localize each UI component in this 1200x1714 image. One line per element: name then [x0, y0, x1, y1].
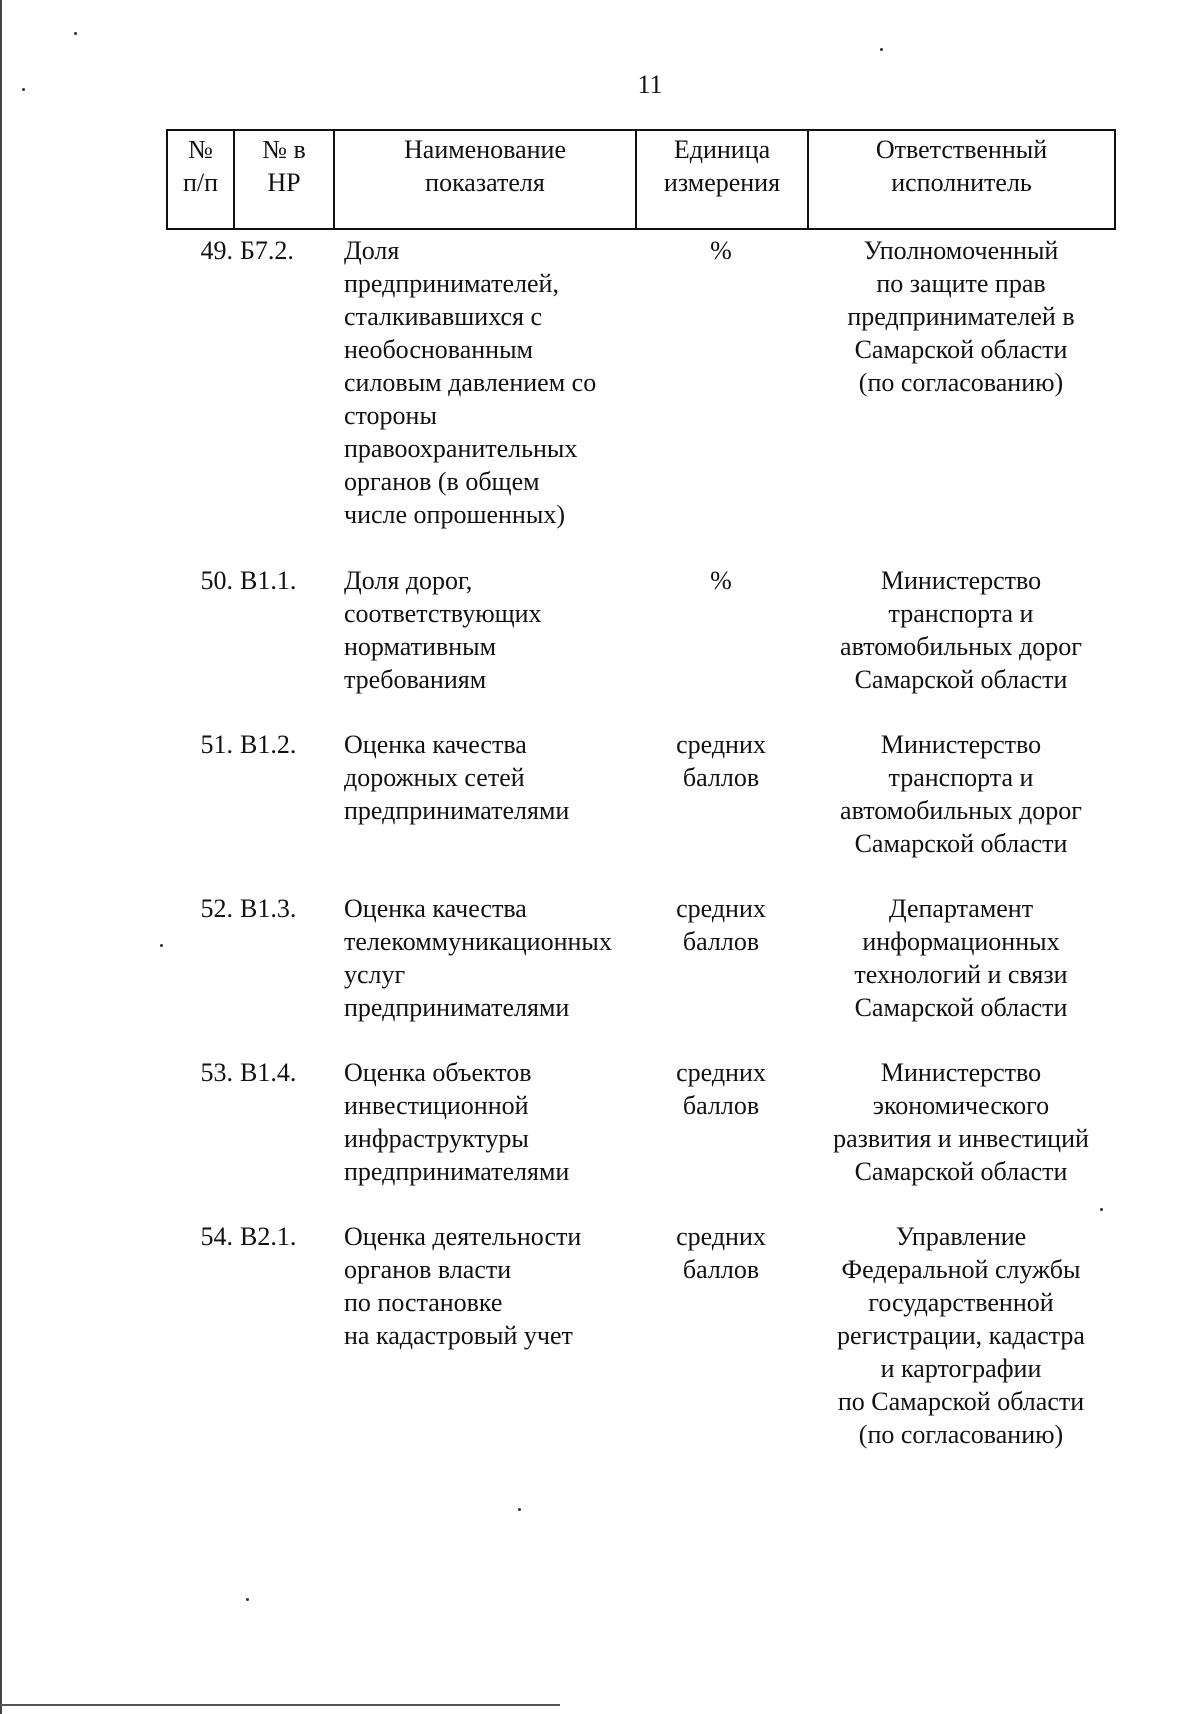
- row-unit: средних баллов: [676, 1222, 766, 1284]
- scan-speck: [74, 32, 77, 35]
- row-unit: %: [710, 566, 732, 595]
- row-responsible: Уполномоченный по защите прав предпринимателей в Самарской области (по согласованию): [847, 236, 1075, 397]
- row-indicator-name: Оценка качества дорожных сетей предпринимателями: [344, 730, 570, 825]
- scan-speck: [1100, 1208, 1103, 1211]
- row-responsible: Департамент информационных технологий и связи Самарской области: [854, 894, 1068, 1022]
- row-code: В1.3.: [240, 894, 297, 923]
- row-number: 53.: [200, 1058, 233, 1087]
- row-responsible: Управление Федеральной службы государственной регистрации, кадастра и картографии по Самарской области (по согласованию): [837, 1222, 1085, 1449]
- header-unit: Единица измерения: [637, 131, 809, 228]
- scan-speck: [518, 1508, 521, 1511]
- table-header: [166, 129, 1116, 230]
- scan-left-edge: [0, 0, 2, 1714]
- header-indicator-name: Наименование показателя: [335, 131, 637, 228]
- scan-speck: [880, 48, 883, 51]
- header-row-number: № п/п: [168, 131, 235, 228]
- row-responsible: Министерство транспорта и автомобильных дорог Самарской области: [840, 730, 1082, 858]
- scan-speck: [22, 88, 25, 91]
- row-code: Б7.2.: [240, 236, 294, 265]
- row-code: В1.4.: [240, 1058, 297, 1087]
- header-nr-number: № в НР: [235, 131, 335, 228]
- scan-speck: [246, 1598, 249, 1601]
- scan-speck: [160, 944, 163, 947]
- row-unit: средних баллов: [676, 894, 766, 956]
- row-unit: средних баллов: [676, 730, 766, 792]
- row-code: В1.2.: [240, 730, 297, 759]
- row-indicator-name: Оценка объектов инвестиционной инфраструктуры предпринимателями: [344, 1058, 570, 1186]
- row-number: 49.: [200, 236, 233, 265]
- header-responsible: Ответственный исполнитель: [875, 135, 1048, 197]
- row-indicator-name: Оценка деятельности органов власти по постановке на кадастровый учет: [344, 1222, 582, 1350]
- row-responsible: Министерство экономического развития и инвестиций Самарской области: [833, 1058, 1089, 1186]
- row-unit: средних баллов: [676, 1058, 766, 1120]
- row-number: 52.: [200, 894, 233, 923]
- row-number: 50.: [200, 566, 233, 595]
- row-number: 54.: [200, 1222, 233, 1251]
- scan-bottom-rule: [0, 1704, 560, 1706]
- row-code: В1.1.: [240, 566, 297, 595]
- row-code: В2.1.: [240, 1222, 297, 1251]
- row-responsible: Министерство транспорта и автомобильных дорог Самарской области: [840, 566, 1082, 694]
- page-number: 11: [637, 70, 663, 99]
- row-indicator-name: Оценка качества телекоммуникационных услуг предпринимателями: [344, 894, 612, 1022]
- row-indicator-name: Доля предпринимателей, сталкивавшихся с необоснованным силовым давлением со стороны правоохранительных органов (в общем числе опрошенных): [344, 236, 597, 529]
- row-indicator-name: Доля дорог, соответствующих нормативным требованиям: [344, 566, 542, 694]
- row-unit: %: [710, 236, 732, 265]
- row-number: 51.: [200, 730, 233, 759]
